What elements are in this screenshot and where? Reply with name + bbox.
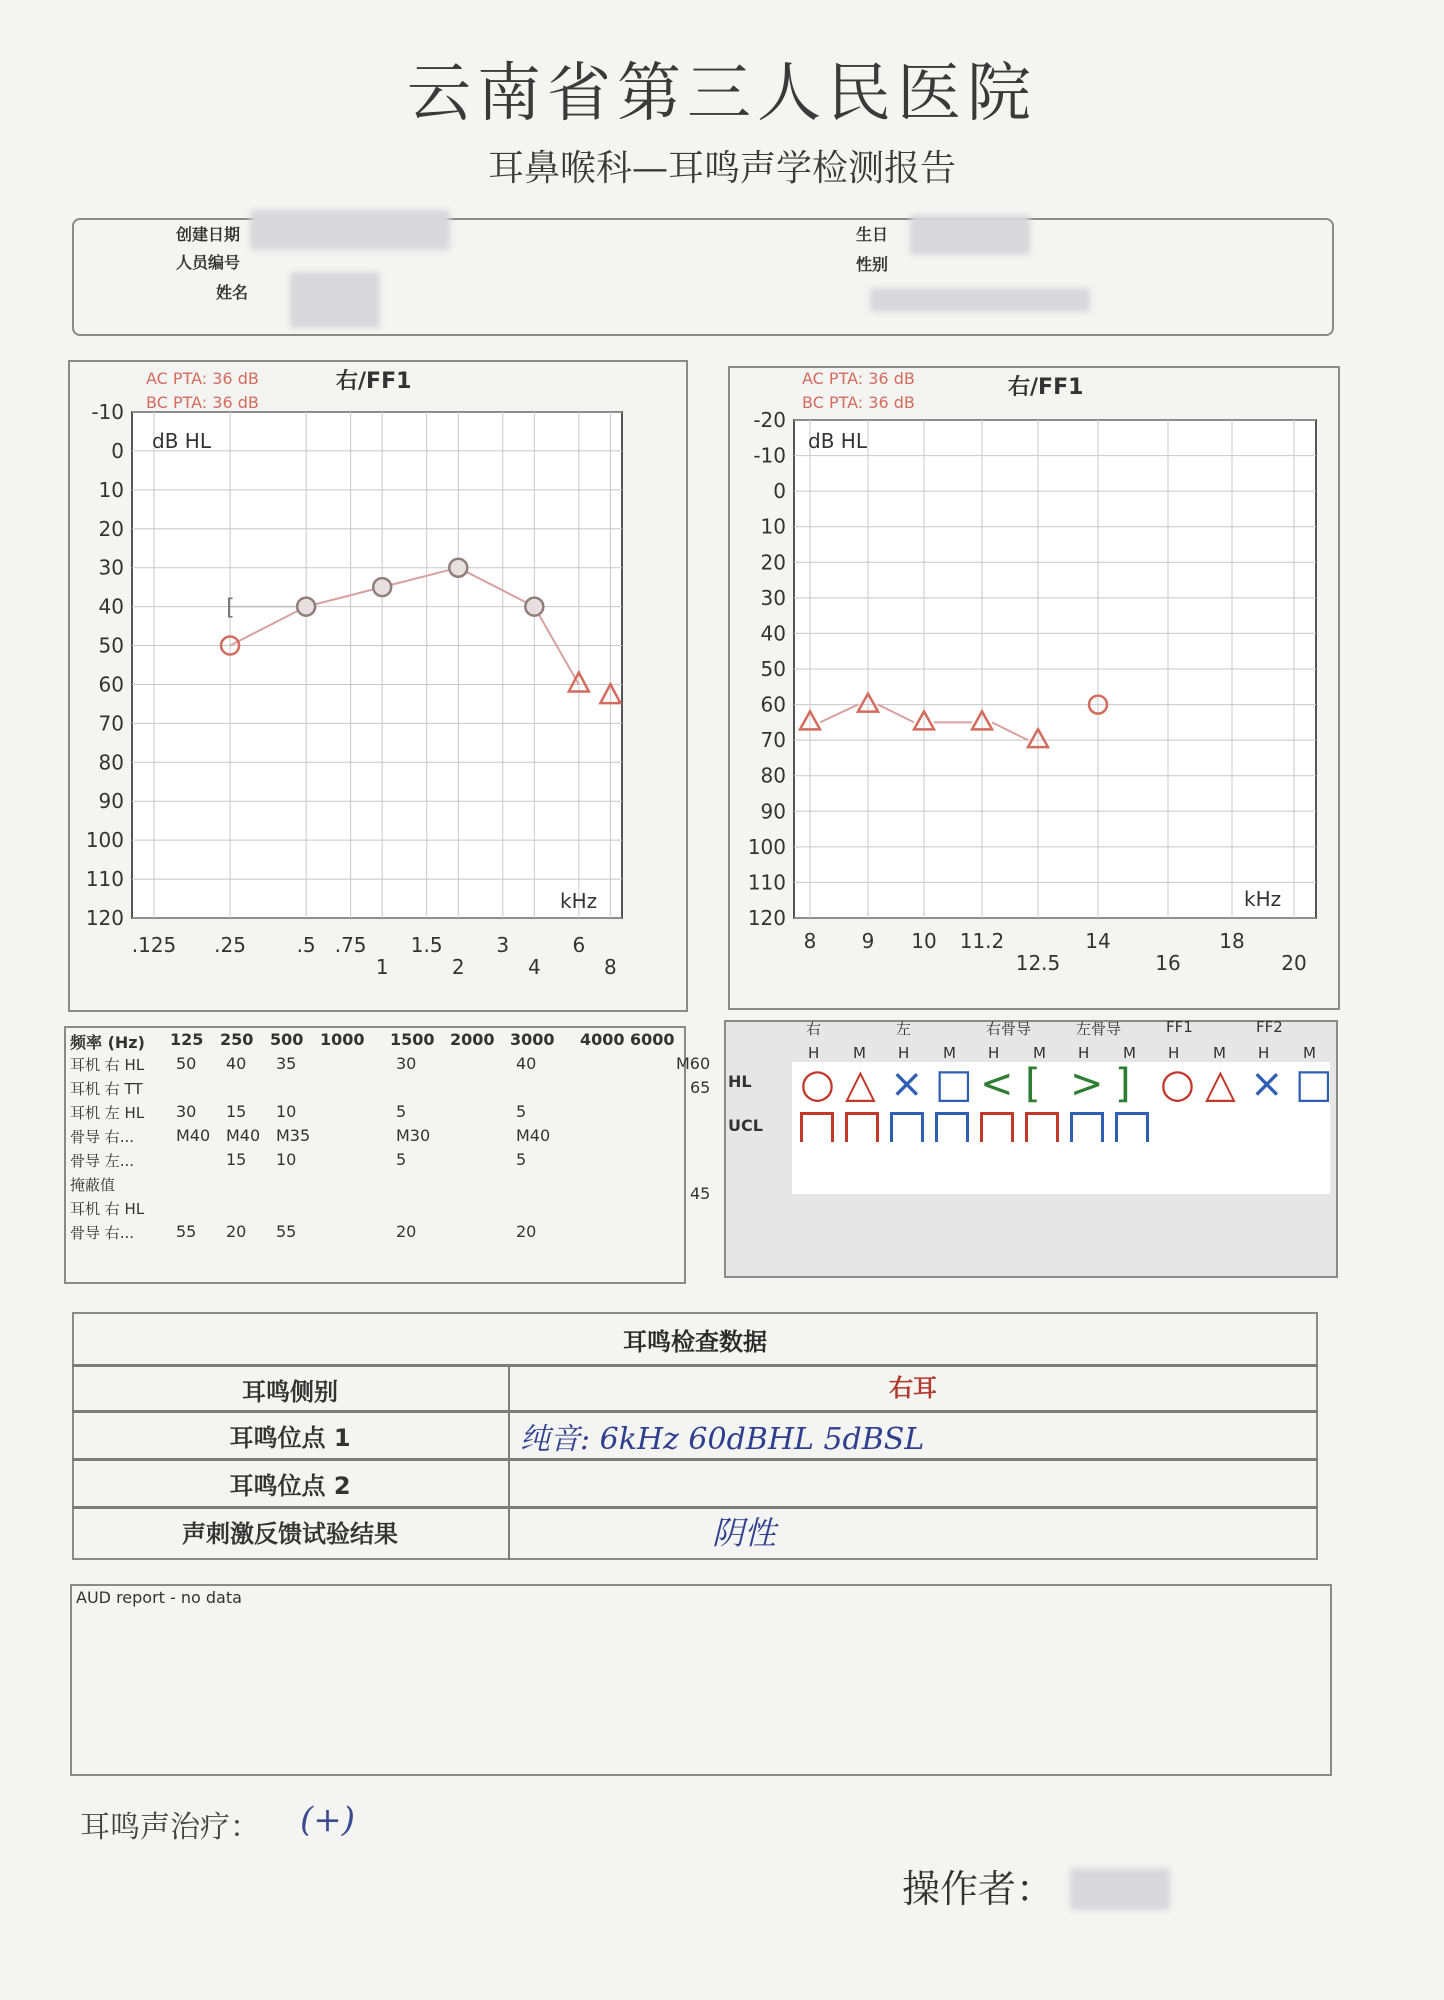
freq-cell: 15 xyxy=(226,1102,247,1121)
chart1-xtick-bottom: 1 xyxy=(375,955,389,979)
legend-group-label: 右骨导 xyxy=(986,1020,1032,1038)
chart1-ytick: 60 xyxy=(98,672,124,697)
legend-group-label: FF2 xyxy=(1256,1018,1283,1036)
chart2-ytick: 90 xyxy=(760,799,786,824)
chart1-air-point xyxy=(525,598,543,616)
birth-label: 生日 xyxy=(856,225,889,244)
legend-hl-symbol: △ xyxy=(845,1061,876,1107)
chart2-xtick-top: 10 xyxy=(911,929,937,953)
report-title: 耳鼻喉科—耳鸣声学检测报告 xyxy=(487,148,956,189)
chart1-bone-point: [ xyxy=(226,595,235,621)
legend-group-label: 右 xyxy=(806,1020,822,1038)
freq-cell: 55 xyxy=(276,1222,297,1241)
legend-sub-label: M xyxy=(1303,1044,1316,1062)
legend-sub-label: M xyxy=(1033,1044,1046,1062)
freq-cell: M40 xyxy=(176,1126,211,1145)
freq-row-label: 耳机 左 HL xyxy=(70,1104,145,1122)
legend-hl-symbol: < xyxy=(980,1061,1014,1107)
legend-hl-symbol: ○ xyxy=(1160,1061,1195,1107)
legend-hl-symbol: □ xyxy=(1295,1061,1333,1107)
legend-sub-label: M xyxy=(1123,1044,1136,1062)
chart1-ytick: 70 xyxy=(98,711,124,736)
chart1-xtick-top: 6 xyxy=(572,933,586,957)
chart1-ylabel: dB HL xyxy=(152,429,211,453)
tinnitus-row-label: 耳鸣位点 1 xyxy=(229,1424,351,1452)
freq-cell: M30 xyxy=(396,1126,431,1145)
chart2-bc-pta: BC PTA: 36 dB xyxy=(802,393,915,412)
freq-row-label: 耳机 右 HL xyxy=(70,1200,145,1218)
tinnitus-row-divider xyxy=(72,1506,1318,1509)
chart2-ytick: 120 xyxy=(747,906,786,930)
chart1-title: 右/FF1 xyxy=(336,369,412,394)
freq-header-cell: 500 xyxy=(270,1030,304,1049)
freq-cell: 5 xyxy=(396,1150,407,1169)
tinnitus-row-divider xyxy=(72,1410,1318,1413)
freq-cell: 20 xyxy=(226,1222,247,1241)
legend-sub-label: H xyxy=(898,1044,910,1062)
freq-cell: M40 xyxy=(226,1126,261,1145)
freq-header-cell: 频率 (Hz) xyxy=(70,1033,145,1052)
freq-header-cell: 1000 xyxy=(320,1030,365,1049)
chart1-ytick: 20 xyxy=(98,516,124,541)
chart1-air-point xyxy=(373,578,391,596)
chart1-xtick-top: .75 xyxy=(334,933,367,957)
chart2-ytick: 100 xyxy=(747,834,786,859)
legend-ucl-symbol xyxy=(800,1112,834,1142)
legend-sub-label: M xyxy=(943,1044,956,1062)
chart1-ytick: 80 xyxy=(98,750,124,775)
chart2-ylabel: dB HL xyxy=(808,429,867,453)
legend-hl-symbol: □ xyxy=(935,1061,973,1107)
chart1-ytick: 50 xyxy=(98,633,124,658)
freq-row-label: 耳机 右 TT xyxy=(70,1080,143,1098)
freq-cell: 20 xyxy=(396,1222,417,1241)
chart1-xtick-top: .25 xyxy=(214,933,246,957)
freq-header-cell: 3000 xyxy=(510,1030,555,1049)
legend-ucl-symbol xyxy=(1025,1112,1059,1142)
freq-cell: 5 xyxy=(396,1102,407,1121)
tinnitus-title: 耳鸣检查数据 xyxy=(623,1328,767,1356)
tinnitus-row-divider xyxy=(72,1458,1318,1461)
chart1-ytick: 0 xyxy=(111,438,124,463)
person-id-label: 人员编号 xyxy=(176,253,241,272)
freq-row-label: 骨导 右... xyxy=(70,1224,135,1242)
legend-hl-symbol: [ xyxy=(1025,1061,1041,1107)
legend-ucl-symbol xyxy=(935,1112,969,1142)
chart2-ytick: 30 xyxy=(760,585,786,610)
chart1-xtick-bottom: 8 xyxy=(604,955,617,979)
chart1-ytick: 30 xyxy=(98,555,124,580)
legend-sub-label: H xyxy=(1168,1044,1180,1062)
treatment-value: (+) xyxy=(300,1800,356,1840)
chart1-xlabel: kHz xyxy=(560,889,598,913)
freq-cell: 10 xyxy=(276,1102,297,1121)
created-date-label: 创建日期 xyxy=(176,225,241,244)
redacted-birth-date xyxy=(910,215,1030,255)
freq-cell: 15 xyxy=(226,1150,247,1169)
legend-ucl-symbol xyxy=(845,1112,879,1142)
chart2-ytick: 40 xyxy=(760,621,786,646)
audiogram-highfreq xyxy=(728,366,1340,1010)
freq-cell: 40 xyxy=(226,1054,247,1073)
legend-ucl-symbol xyxy=(980,1112,1014,1142)
redacted-field xyxy=(870,288,1090,312)
freq-cell: 20 xyxy=(516,1222,537,1241)
treatment-label: 耳鸣声治疗： xyxy=(80,1810,260,1845)
legend-sub-label: H xyxy=(808,1044,820,1062)
freq-header-cell: 125 xyxy=(170,1030,204,1049)
chart2-ytick: 50 xyxy=(760,657,786,681)
tinnitus-row-value: 阴性 xyxy=(712,1514,777,1552)
tinnitus-row-divider xyxy=(72,1364,1318,1367)
hospital-name: 云南省第三人民医院 xyxy=(407,57,1037,131)
chart1-ytick: -10 xyxy=(91,400,124,424)
legend-group-label: 左 xyxy=(896,1020,912,1038)
chart2-xtick-bottom: 20 xyxy=(1281,951,1307,975)
legend-hl-symbol: × xyxy=(890,1061,924,1107)
name-label: 姓名 xyxy=(216,283,249,302)
tinnitus-row-value: 纯音: 6kHz 60dBHL 5dBSL xyxy=(520,1422,925,1457)
legend-hl-symbol: ] xyxy=(1115,1061,1131,1107)
freq-cell: 50 xyxy=(176,1054,197,1073)
chart2-xtick-top: 9 xyxy=(861,929,875,953)
chart1-ytick: 40 xyxy=(98,594,124,619)
redacted-operator xyxy=(1070,1868,1170,1910)
tinnitus-row-label: 耳鸣位点 2 xyxy=(229,1472,351,1500)
freq-cell: M40 xyxy=(516,1126,551,1145)
legend-hl-symbol: × xyxy=(1250,1061,1284,1107)
chart2-ytick: 60 xyxy=(760,692,786,717)
chart1-air-point xyxy=(449,559,467,577)
chart2-xlabel: kHz xyxy=(1244,887,1282,911)
aud-report-text: AUD report - no data xyxy=(76,1588,242,1607)
chart2-ytick: 10 xyxy=(760,514,786,539)
legend-ucl-symbol xyxy=(890,1112,924,1142)
chart2-xtick-bottom: 12.5 xyxy=(1015,951,1061,975)
chart1-xtick-top: 3 xyxy=(496,933,510,957)
freq-row-label: 掩蔽值 xyxy=(70,1176,116,1194)
chart1-xtick-bottom: 2 xyxy=(451,955,465,979)
audiogram-standard xyxy=(68,360,688,1012)
freq-cell: 40 xyxy=(516,1054,537,1073)
legend-sub-label: H xyxy=(1078,1044,1090,1062)
chart1-ytick: 10 xyxy=(98,477,124,502)
legend-hl-symbol: ○ xyxy=(800,1061,835,1107)
freq-cell: M35 xyxy=(276,1126,311,1145)
chart1-ytick: 120 xyxy=(85,906,124,930)
legend-sub-label: H xyxy=(988,1044,1000,1062)
chart1-ytick: 100 xyxy=(85,828,124,853)
chart1-xtick-top: 1.5 xyxy=(410,933,443,957)
legend-row-label: HL xyxy=(728,1072,752,1091)
freq-cell: 5 xyxy=(516,1102,527,1121)
redacted-created-date xyxy=(250,210,450,250)
legend-hl-symbol: △ xyxy=(1205,1061,1236,1107)
chart2-ytick: 20 xyxy=(760,550,786,575)
legend-hl-symbol: > xyxy=(1070,1061,1104,1107)
chart2-ytick: -10 xyxy=(753,443,786,468)
legend-group-label: 左骨导 xyxy=(1076,1020,1122,1038)
chart1-ac-pta: AC PTA: 36 dB xyxy=(146,369,259,388)
chart2-xtick-bottom: 16 xyxy=(1155,951,1181,975)
freq-cell: 10 xyxy=(276,1150,297,1169)
chart2-ytick: 80 xyxy=(760,763,786,788)
chart2-ytick: -20 xyxy=(753,408,786,432)
chart2-ac-pta: AC PTA: 36 dB xyxy=(802,369,915,388)
legend-sub-label: M xyxy=(1213,1044,1226,1062)
tinnitus-row-value: 右耳 xyxy=(889,1374,937,1402)
chart2-xtick-top: 8 xyxy=(803,929,817,953)
legend-ucl-symbol xyxy=(1070,1112,1104,1142)
chart2-xtick-top: 14 xyxy=(1085,929,1111,953)
chart1-xtick-top: .125 xyxy=(131,933,177,957)
chart1-plot-area xyxy=(132,412,622,918)
legend-sub-label: H xyxy=(1258,1044,1270,1062)
chart1-ytick: 110 xyxy=(85,867,124,892)
gender-label: 性别 xyxy=(856,255,889,274)
legend-sub-label: M xyxy=(853,1044,866,1062)
legend-group-label: FF1 xyxy=(1166,1018,1193,1036)
freq-cell: 35 xyxy=(276,1054,297,1073)
legend-ucl-symbol xyxy=(1115,1112,1149,1142)
chart2-ytick: 110 xyxy=(747,870,786,895)
freq-cell: 65 xyxy=(690,1078,711,1097)
freq-table-box xyxy=(64,1026,686,1284)
freq-cell: 30 xyxy=(396,1054,417,1073)
freq-cell: 5 xyxy=(516,1150,527,1169)
freq-row-label: 骨导 左... xyxy=(70,1152,135,1170)
freq-row-label: 耳机 右 HL xyxy=(70,1056,145,1074)
freq-cell: M60 xyxy=(676,1054,711,1073)
chart2-ytick: 70 xyxy=(760,728,786,753)
aud-report-box xyxy=(70,1584,1332,1776)
chart2-ytick: 0 xyxy=(773,479,786,504)
freq-cell: 30 xyxy=(176,1102,197,1121)
chart2-xtick-top: 11.2 xyxy=(959,929,1005,953)
freq-cell: 55 xyxy=(176,1222,197,1241)
tinnitus-row-label: 耳鸣侧别 xyxy=(242,1378,338,1406)
operator-label: 操作者： xyxy=(902,1867,1055,1911)
freq-header-cell: 4000 xyxy=(580,1030,625,1049)
freq-header-cell: 6000 xyxy=(630,1030,675,1049)
tinnitus-row-label: 声刺激反馈试验结果 xyxy=(182,1520,398,1548)
freq-header-cell: 2000 xyxy=(450,1030,495,1049)
chart1-ytick: 90 xyxy=(98,789,124,814)
freq-header-cell: 250 xyxy=(220,1030,254,1049)
freq-header-cell: 1500 xyxy=(390,1030,435,1049)
chart1-bc-pta: BC PTA: 36 dB xyxy=(146,393,259,412)
chart1-xtick-top: .5 xyxy=(296,933,316,957)
chart2-xtick-top: 18 xyxy=(1219,929,1245,953)
redacted-name xyxy=(290,272,380,328)
chart1-air-point xyxy=(297,598,315,616)
freq-cell: 45 xyxy=(690,1184,711,1203)
legend-row-label: UCL xyxy=(728,1116,763,1135)
freq-row-label: 骨导 右... xyxy=(70,1128,135,1146)
chart2-title: 右/FF1 xyxy=(1008,375,1084,400)
chart1-xtick-bottom: 4 xyxy=(527,955,541,979)
